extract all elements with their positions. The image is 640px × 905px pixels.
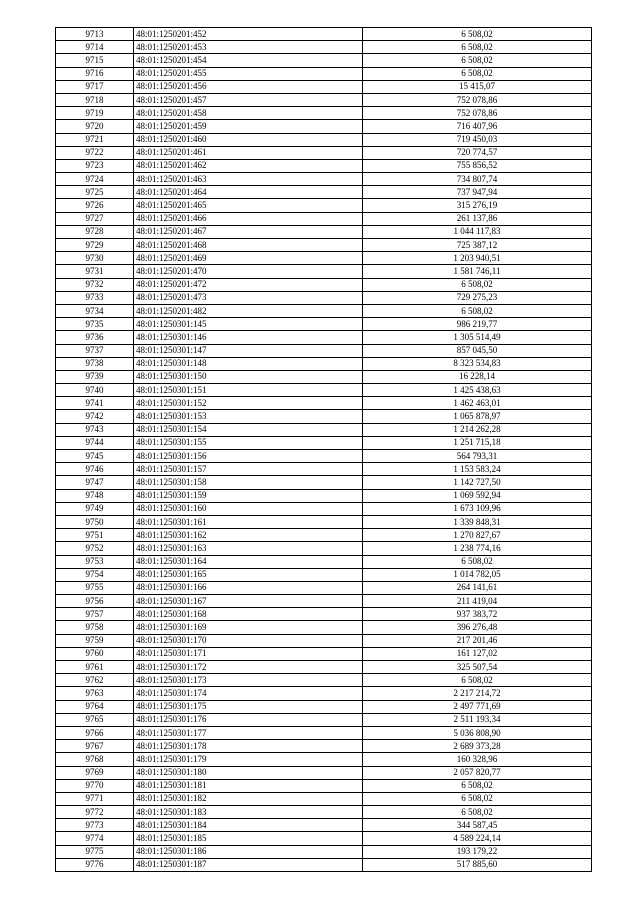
- cadastral-value-cell: 1 065 878,97: [363, 410, 592, 423]
- table-row: [56, 647, 592, 660]
- row-number-cell: 9763: [56, 687, 134, 700]
- table-row: [56, 252, 592, 265]
- cadastral-number-cell: 48:01:1250301:164: [134, 555, 363, 568]
- table-row: [56, 674, 592, 687]
- cadastral-value-cell: 716 407,96: [363, 120, 592, 133]
- table-row: [56, 331, 592, 344]
- table-row: [56, 67, 592, 80]
- row-number-cell: 9760: [56, 647, 134, 660]
- cadastral-number-cell: 48:01:1250301:154: [134, 423, 363, 436]
- table-row: [56, 41, 592, 54]
- cadastral-value-cell: 719 450,03: [363, 133, 592, 146]
- row-number-cell: 9717: [56, 80, 134, 93]
- cadastral-value-cell: 1 214 262,28: [363, 423, 592, 436]
- row-number-cell: 9773: [56, 819, 134, 832]
- cadastral-value-cell: 1 462 463,01: [363, 397, 592, 410]
- table-row: [56, 819, 592, 832]
- cadastral-number-cell: 48:01:1250301:151: [134, 384, 363, 397]
- cadastral-value-cell: 1 153 583,24: [363, 463, 592, 476]
- row-number-cell: 9771: [56, 792, 134, 805]
- cadastral-number-cell: 48:01:1250301:165: [134, 568, 363, 581]
- table-row: [56, 581, 592, 594]
- cadastral-value-cell: 725 387,12: [363, 239, 592, 252]
- row-number-cell: 9768: [56, 753, 134, 766]
- table-row: [56, 753, 592, 766]
- cadastral-number-cell: 48:01:1250301:178: [134, 740, 363, 753]
- table-row: [56, 133, 592, 146]
- cadastral-value-cell: 2 057 820,77: [363, 766, 592, 779]
- cadastral-number-cell: 48:01:1250301:183: [134, 806, 363, 819]
- cadastral-number-cell: 48:01:1250201:470: [134, 265, 363, 278]
- row-number-cell: 9742: [56, 410, 134, 423]
- table-row: [56, 120, 592, 133]
- table-row: [56, 344, 592, 357]
- cadastral-number-cell: 48:01:1250201:468: [134, 239, 363, 252]
- cadastral-number-cell: 48:01:1250201:464: [134, 186, 363, 199]
- row-number-cell: 9750: [56, 515, 134, 528]
- cadastral-number-cell: 48:01:1250301:162: [134, 529, 363, 542]
- table-row: [56, 489, 592, 502]
- row-number-cell: 9739: [56, 370, 134, 383]
- cadastral-number-cell: 48:01:1250201:473: [134, 291, 363, 304]
- table-row: [56, 726, 592, 739]
- cadastral-number-cell: 48:01:1250301:187: [134, 858, 363, 871]
- cadastral-number-cell: 48:01:1250301:163: [134, 542, 363, 555]
- row-number-cell: 9722: [56, 146, 134, 159]
- cadastral-number-cell: 48:01:1250301:181: [134, 779, 363, 792]
- cadastral-value-cell: 2 689 373,28: [363, 740, 592, 753]
- table-row: [56, 199, 592, 212]
- cadastral-value-cell: 1 270 827,67: [363, 529, 592, 542]
- cadastral-value-cell: 729 275,23: [363, 291, 592, 304]
- row-number-cell: 9764: [56, 700, 134, 713]
- row-number-cell: 9756: [56, 595, 134, 608]
- row-number-cell: 9731: [56, 265, 134, 278]
- row-number-cell: 9752: [56, 542, 134, 555]
- table-row: [56, 806, 592, 819]
- cadastral-number-cell: 48:01:1250301:173: [134, 674, 363, 687]
- row-number-cell: 9734: [56, 304, 134, 317]
- row-number-cell: 9762: [56, 674, 134, 687]
- cadastral-value-cell: 1 673 109,96: [363, 502, 592, 515]
- cadastral-value-cell: 2 217 214,72: [363, 687, 592, 700]
- cadastral-value-cell: 344 587,45: [363, 819, 592, 832]
- table-row: [56, 436, 592, 449]
- row-number-cell: 9735: [56, 318, 134, 331]
- row-number-cell: 9754: [56, 568, 134, 581]
- cadastral-number-cell: 48:01:1250301:175: [134, 700, 363, 713]
- table-row: [56, 766, 592, 779]
- cadastral-value-cell: 1 203 940,51: [363, 252, 592, 265]
- cadastral-value-cell: 1 238 774,16: [363, 542, 592, 555]
- cadastral-value-cell: 264 141,61: [363, 581, 592, 594]
- cadastral-value-cell: 193 179,22: [363, 845, 592, 858]
- row-number-cell: 9718: [56, 93, 134, 106]
- row-number-cell: 9743: [56, 423, 134, 436]
- cadastral-number-cell: 48:01:1250301:157: [134, 463, 363, 476]
- row-number-cell: 9766: [56, 726, 134, 739]
- cadastral-number-cell: 48:01:1250201:482: [134, 304, 363, 317]
- table-row: [56, 318, 592, 331]
- cadastral-value-table: [55, 27, 592, 872]
- cadastral-value-cell: 564 793,31: [363, 450, 592, 463]
- cadastral-value-cell: 857 045,50: [363, 344, 592, 357]
- row-number-cell: 9713: [56, 28, 134, 41]
- row-number-cell: 9772: [56, 806, 134, 819]
- cadastral-value-cell: 16 228,14: [363, 370, 592, 383]
- table-row: [56, 529, 592, 542]
- cadastral-value-cell: 160 328,96: [363, 753, 592, 766]
- cadastral-value-cell: 1 339 848,31: [363, 515, 592, 528]
- cadastral-value-cell: 6 508,02: [363, 792, 592, 805]
- cadastral-number-cell: 48:01:1250201:456: [134, 80, 363, 93]
- cadastral-value-cell: 1 251 715,18: [363, 436, 592, 449]
- cadastral-number-cell: 48:01:1250301:158: [134, 476, 363, 489]
- cadastral-number-cell: 48:01:1250301:150: [134, 370, 363, 383]
- table-row: [56, 384, 592, 397]
- row-number-cell: 9715: [56, 54, 134, 67]
- row-number-cell: 9725: [56, 186, 134, 199]
- cadastral-number-cell: 48:01:1250301:177: [134, 726, 363, 739]
- table-row: [56, 621, 592, 634]
- row-number-cell: 9740: [56, 384, 134, 397]
- cadastral-number-cell: 48:01:1250301:159: [134, 489, 363, 502]
- table-row: [56, 80, 592, 93]
- cadastral-number-cell: 48:01:1250201:454: [134, 54, 363, 67]
- cadastral-number-cell: 48:01:1250301:145: [134, 318, 363, 331]
- row-number-cell: 9774: [56, 832, 134, 845]
- cadastral-value-cell: 2 497 771,69: [363, 700, 592, 713]
- cadastral-value-cell: 15 415,07: [363, 80, 592, 93]
- cadastral-value-cell: 737 947,94: [363, 186, 592, 199]
- cadastral-number-cell: 48:01:1250301:147: [134, 344, 363, 357]
- table-row: [56, 370, 592, 383]
- row-number-cell: 9759: [56, 634, 134, 647]
- cadastral-value-cell: 217 201,46: [363, 634, 592, 647]
- table-row: [56, 608, 592, 621]
- cadastral-value-cell: 315 276,19: [363, 199, 592, 212]
- cadastral-value-cell: 734 807,74: [363, 173, 592, 186]
- row-number-cell: 9720: [56, 120, 134, 133]
- cadastral-number-cell: 48:01:1250201:465: [134, 199, 363, 212]
- cadastral-number-cell: 48:01:1250201:458: [134, 107, 363, 120]
- row-number-cell: 9727: [56, 212, 134, 225]
- cadastral-value-cell: 6 508,02: [363, 779, 592, 792]
- cadastral-value-cell: 720 774,57: [363, 146, 592, 159]
- table-row: [56, 515, 592, 528]
- cadastral-value-cell: 325 507,54: [363, 661, 592, 674]
- cadastral-value-cell: 6 508,02: [363, 674, 592, 687]
- row-number-cell: 9729: [56, 239, 134, 252]
- cadastral-value-cell: 6 508,02: [363, 67, 592, 80]
- row-number-cell: 9749: [56, 502, 134, 515]
- table-row: [56, 278, 592, 291]
- row-number-cell: 9770: [56, 779, 134, 792]
- cadastral-value-cell: 6 508,02: [363, 304, 592, 317]
- cadastral-number-cell: 48:01:1250301:185: [134, 832, 363, 845]
- cadastral-number-cell: 48:01:1250301:155: [134, 436, 363, 449]
- cadastral-number-cell: 48:01:1250301:146: [134, 331, 363, 344]
- cadastral-number-cell: 48:01:1250201:455: [134, 67, 363, 80]
- cadastral-number-cell: 48:01:1250201:467: [134, 225, 363, 238]
- cadastral-number-cell: 48:01:1250301:179: [134, 753, 363, 766]
- table-row: [56, 832, 592, 845]
- row-number-cell: 9769: [56, 766, 134, 779]
- table-row: [56, 410, 592, 423]
- table-row: [56, 225, 592, 238]
- cadastral-number-cell: 48:01:1250301:174: [134, 687, 363, 700]
- table-row: [56, 186, 592, 199]
- row-number-cell: 9765: [56, 713, 134, 726]
- row-number-cell: 9748: [56, 489, 134, 502]
- cadastral-number-cell: 48:01:1250301:152: [134, 397, 363, 410]
- cadastral-value-cell: 396 276,48: [363, 621, 592, 634]
- table-row: [56, 740, 592, 753]
- cadastral-value-cell: 1 142 727,50: [363, 476, 592, 489]
- row-number-cell: 9738: [56, 357, 134, 370]
- row-number-cell: 9732: [56, 278, 134, 291]
- cadastral-value-cell: 986 219,77: [363, 318, 592, 331]
- row-number-cell: 9753: [56, 555, 134, 568]
- table-row: [56, 476, 592, 489]
- table-row: [56, 568, 592, 581]
- cadastral-number-cell: 48:01:1250201:459: [134, 120, 363, 133]
- cadastral-value-cell: 517 885,60: [363, 858, 592, 871]
- cadastral-number-cell: 48:01:1250301:186: [134, 845, 363, 858]
- row-number-cell: 9755: [56, 581, 134, 594]
- table-row: [56, 713, 592, 726]
- cadastral-number-cell: 48:01:1250201:457: [134, 93, 363, 106]
- row-number-cell: 9733: [56, 291, 134, 304]
- row-number-cell: 9724: [56, 173, 134, 186]
- row-number-cell: 9714: [56, 41, 134, 54]
- cadastral-number-cell: 48:01:1250301:171: [134, 647, 363, 660]
- row-number-cell: 9758: [56, 621, 134, 634]
- cadastral-value-cell: 6 508,02: [363, 41, 592, 54]
- cadastral-number-cell: 48:01:1250301:182: [134, 792, 363, 805]
- cadastral-number-cell: 48:01:1250201:463: [134, 173, 363, 186]
- row-number-cell: 9745: [56, 450, 134, 463]
- row-number-cell: 9723: [56, 159, 134, 172]
- cadastral-value-cell: 6 508,02: [363, 555, 592, 568]
- cadastral-value-cell: 4 589 224,14: [363, 832, 592, 845]
- cadastral-number-cell: 48:01:1250301:168: [134, 608, 363, 621]
- cadastral-value-cell: 261 137,86: [363, 212, 592, 225]
- cadastral-value-cell: 6 508,02: [363, 278, 592, 291]
- cadastral-value-cell: 752 078,86: [363, 93, 592, 106]
- table-row: [56, 28, 592, 41]
- table-row: [56, 357, 592, 370]
- row-number-cell: 9719: [56, 107, 134, 120]
- cadastral-number-cell: 48:01:1250201:453: [134, 41, 363, 54]
- row-number-cell: 9730: [56, 252, 134, 265]
- cadastral-number-cell: 48:01:1250201:460: [134, 133, 363, 146]
- row-number-cell: 9767: [56, 740, 134, 753]
- table-row: [56, 555, 592, 568]
- table-row: [56, 792, 592, 805]
- table-row: [56, 779, 592, 792]
- table-row: [56, 634, 592, 647]
- cadastral-value-cell: 2 511 193,34: [363, 713, 592, 726]
- cadastral-value-cell: 6 508,02: [363, 806, 592, 819]
- cadastral-number-cell: 48:01:1250301:170: [134, 634, 363, 647]
- cadastral-value-cell: 5 036 808,90: [363, 726, 592, 739]
- cadastral-number-cell: 48:01:1250301:180: [134, 766, 363, 779]
- cadastral-value-cell: 752 078,86: [363, 107, 592, 120]
- row-number-cell: 9726: [56, 199, 134, 212]
- cadastral-number-cell: 48:01:1250301:172: [134, 661, 363, 674]
- cadastral-number-cell: 48:01:1250301:167: [134, 595, 363, 608]
- cadastral-number-cell: 48:01:1250201:469: [134, 252, 363, 265]
- table-row: [56, 661, 592, 674]
- table-row: [56, 173, 592, 186]
- cadastral-number-cell: 48:01:1250301:160: [134, 502, 363, 515]
- cadastral-value-cell: 1 014 782,05: [363, 568, 592, 581]
- table-row: [56, 858, 592, 871]
- row-number-cell: 9744: [56, 436, 134, 449]
- table-row: [56, 212, 592, 225]
- row-number-cell: 9721: [56, 133, 134, 146]
- table-row: [56, 397, 592, 410]
- cadastral-value-cell: 6 508,02: [363, 28, 592, 41]
- row-number-cell: 9775: [56, 845, 134, 858]
- cadastral-value-cell: 1 425 438,63: [363, 384, 592, 397]
- row-number-cell: 9747: [56, 476, 134, 489]
- row-number-cell: 9751: [56, 529, 134, 542]
- cadastral-value-cell: 211 419,04: [363, 595, 592, 608]
- table-row: [56, 239, 592, 252]
- row-number-cell: 9757: [56, 608, 134, 621]
- cadastral-value-cell: 1 305 514,49: [363, 331, 592, 344]
- cadastral-number-cell: 48:01:1250301:153: [134, 410, 363, 423]
- row-number-cell: 9716: [56, 67, 134, 80]
- row-number-cell: 9776: [56, 858, 134, 871]
- cadastral-number-cell: 48:01:1250301:166: [134, 581, 363, 594]
- cadastral-number-cell: 48:01:1250301:184: [134, 819, 363, 832]
- table-row: [56, 291, 592, 304]
- table-row: [56, 107, 592, 120]
- cadastral-number-cell: 48:01:1250201:462: [134, 159, 363, 172]
- table-row: [56, 304, 592, 317]
- row-number-cell: 9761: [56, 661, 134, 674]
- cadastral-value-cell: 1 581 746,11: [363, 265, 592, 278]
- table-row: [56, 159, 592, 172]
- cadastral-value-cell: 755 856,52: [363, 159, 592, 172]
- cadastral-value-cell: 1 044 117,83: [363, 225, 592, 238]
- cadastral-number-cell: 48:01:1250301:148: [134, 357, 363, 370]
- cadastral-number-cell: 48:01:1250301:156: [134, 450, 363, 463]
- cadastral-number-cell: 48:01:1250201:461: [134, 146, 363, 159]
- row-number-cell: 9736: [56, 331, 134, 344]
- table-row: [56, 542, 592, 555]
- cadastral-value-cell: 8 323 534,83: [363, 357, 592, 370]
- row-number-cell: 9728: [56, 225, 134, 238]
- table-body: [56, 28, 592, 872]
- table-row: [56, 93, 592, 106]
- table-row: [56, 845, 592, 858]
- table-row: [56, 687, 592, 700]
- cadastral-number-cell: 48:01:1250301:169: [134, 621, 363, 634]
- table-row: [56, 450, 592, 463]
- row-number-cell: 9746: [56, 463, 134, 476]
- table-row: [56, 700, 592, 713]
- cadastral-value-cell: 6 508,02: [363, 54, 592, 67]
- row-number-cell: 9741: [56, 397, 134, 410]
- table-row: [56, 265, 592, 278]
- cadastral-number-cell: 48:01:1250201:452: [134, 28, 363, 41]
- cadastral-number-cell: 48:01:1250301:176: [134, 713, 363, 726]
- cadastral-number-cell: 48:01:1250301:161: [134, 515, 363, 528]
- table-row: [56, 463, 592, 476]
- table-row: [56, 502, 592, 515]
- cadastral-number-cell: 48:01:1250201:466: [134, 212, 363, 225]
- cadastral-value-cell: 161 127,02: [363, 647, 592, 660]
- row-number-cell: 9737: [56, 344, 134, 357]
- table-row: [56, 146, 592, 159]
- cadastral-value-cell: 937 383,72: [363, 608, 592, 621]
- cadastral-value-cell: 1 069 592,94: [363, 489, 592, 502]
- cadastral-number-cell: 48:01:1250201:472: [134, 278, 363, 291]
- table-row: [56, 423, 592, 436]
- table-row: [56, 595, 592, 608]
- table-row: [56, 54, 592, 67]
